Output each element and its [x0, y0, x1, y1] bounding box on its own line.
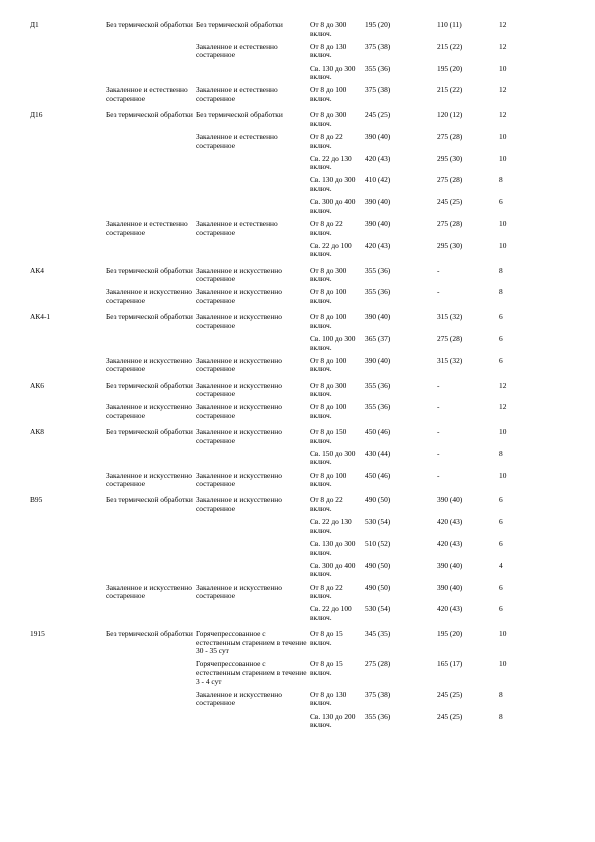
table-row — [30, 108, 520, 133]
table-row — [30, 691, 520, 713]
delivery-state-cell — [106, 450, 196, 472]
yield-strength-cell: 120 (12) — [437, 110, 463, 120]
sample-state-cell: Закаленное и естественно состаренное — [196, 219, 278, 237]
delivery-state-cell — [106, 43, 196, 65]
sample-state-cell — [196, 335, 310, 357]
tensile-strength-cell: 420 (43) — [365, 153, 391, 163]
table-row — [30, 198, 520, 220]
thickness-cell: От 8 до 130 включ. — [310, 41, 347, 60]
alloy-grade-cell — [30, 288, 106, 310]
tensile-strength-cell: 410 (42) — [365, 175, 391, 185]
elongation-cell: 8 — [499, 689, 503, 699]
delivery-state-cell: Закаленное и искусственно состаренное — [106, 582, 192, 601]
yield-strength-cell: - — [437, 265, 440, 275]
thickness-cell: От 8 до 100 включ. — [310, 470, 347, 489]
yield-strength-cell: 295 (30) — [437, 240, 463, 250]
sample-state-cell: Закаленное и естественно состаренное — [196, 41, 278, 60]
tensile-strength-cell: 490 (50) — [365, 560, 391, 570]
delivery-state-cell — [106, 605, 196, 627]
thickness-cell: От 8 до 100 включ. — [310, 85, 347, 103]
delivery-state-cell: Без термической обработки — [106, 629, 193, 639]
table-row — [30, 86, 520, 108]
elongation-cell: 6 — [499, 312, 503, 322]
sample-state-cell — [196, 605, 310, 627]
alloy-grade-cell — [30, 65, 106, 87]
alloy-grade-cell: Д1 — [30, 20, 39, 29]
table-row — [30, 518, 520, 540]
delivery-state-cell — [106, 155, 196, 177]
thickness-cell: От 8 до 100 включ. — [310, 312, 347, 330]
sample-state-cell: Закаленное и искусственно состаренное — [196, 312, 282, 330]
alloy-grade-cell — [30, 242, 106, 264]
yield-strength-cell: 195 (20) — [437, 63, 463, 73]
table-row — [30, 493, 520, 518]
tensile-strength-cell: 375 (38) — [365, 85, 391, 95]
thickness-cell: Св. 22 до 100 включ. — [310, 240, 352, 259]
elongation-cell: 10 — [499, 219, 507, 229]
table-row — [30, 562, 520, 584]
thickness-cell: Св. 22 до 130 включ. — [310, 153, 352, 172]
alloy-grade-cell: АК8 — [30, 427, 44, 437]
yield-strength-cell: 420 (43) — [437, 538, 463, 548]
elongation-cell: 6 — [499, 538, 503, 548]
alloy-grade-cell: В95 — [30, 495, 43, 505]
delivery-state-cell: Закаленное и естественно состаренное — [106, 219, 188, 237]
sample-state-cell: Горячепрессованное с естественным старением в течение 3 - 4 сут — [196, 659, 307, 686]
yield-strength-cell: 110 (11) — [437, 20, 462, 29]
yield-strength-cell: - — [437, 402, 440, 412]
yield-strength-cell: - — [437, 470, 440, 480]
elongation-cell: 10 — [499, 63, 507, 73]
delivery-state-cell: Без термической обработки — [106, 495, 193, 505]
alloy-grade-cell: Д16 — [30, 110, 43, 120]
delivery-state-cell — [106, 562, 196, 584]
tensile-strength-cell: 530 (54) — [365, 517, 391, 527]
delivery-state-cell: Закаленное и искусственно состаренное — [106, 470, 192, 489]
elongation-cell: 10 — [499, 131, 507, 141]
thickness-cell: От 8 до 300 включ. — [310, 20, 347, 38]
thickness-cell: От 8 до 300 включ. — [310, 265, 347, 284]
yield-strength-cell: 195 (20) — [437, 629, 463, 639]
elongation-cell: 6 — [499, 333, 503, 343]
tensile-strength-cell: 390 (40) — [365, 219, 391, 229]
thickness-cell: Св. 150 до 300 включ. — [310, 448, 356, 467]
sample-state-cell: Закаленное и искусственно состаренное — [196, 495, 282, 513]
delivery-state-cell — [106, 713, 196, 735]
table-row — [30, 357, 520, 379]
thickness-cell: От 8 до 300 включ. — [310, 380, 347, 399]
tensile-strength-cell: 355 (36) — [365, 711, 391, 721]
thickness-cell: Св. 100 до 300 включ. — [310, 333, 356, 352]
yield-strength-cell: 295 (30) — [437, 153, 463, 163]
elongation-cell: 6 — [499, 197, 503, 207]
thickness-cell: Св. 130 до 300 включ. — [310, 63, 356, 82]
alloy-grade-cell — [30, 133, 106, 155]
elongation-cell: 12 — [499, 402, 507, 412]
alloy-grade-cell — [30, 220, 106, 242]
table-row — [30, 379, 520, 404]
alloy-grade-cell: АК4-1 — [30, 312, 51, 322]
elongation-cell: 10 — [499, 659, 507, 669]
table-row — [30, 242, 520, 264]
alloy-grade-cell — [30, 357, 106, 379]
elongation-cell: 10 — [499, 240, 507, 250]
elongation-cell: 6 — [499, 517, 503, 527]
elongation-cell: 10 — [499, 470, 507, 480]
sample-state-cell — [196, 518, 310, 540]
table-row — [30, 335, 520, 357]
sample-state-cell — [196, 540, 310, 562]
yield-strength-cell: 215 (22) — [437, 85, 463, 95]
elongation-cell: 12 — [499, 20, 507, 29]
elongation-cell: 10 — [499, 629, 507, 639]
yield-strength-cell: - — [437, 380, 440, 390]
alloy-grade-cell — [30, 472, 106, 494]
yield-strength-cell: 275 (28) — [437, 219, 463, 229]
alloy-grade-cell — [30, 155, 106, 177]
alloy-grade-cell — [30, 605, 106, 627]
thickness-cell: От 8 до 15 включ. — [310, 659, 343, 678]
elongation-cell: 12 — [499, 85, 507, 95]
yield-strength-cell: 215 (22) — [437, 41, 463, 51]
delivery-state-cell: Без термической обработки — [106, 312, 193, 322]
sample-state-cell — [196, 65, 310, 87]
tensile-strength-cell: 355 (36) — [365, 63, 391, 73]
thickness-cell: От 8 до 22 включ. — [310, 131, 343, 150]
alloy-grade-cell — [30, 198, 106, 220]
table-row — [30, 176, 520, 198]
alloy-grade-cell — [30, 562, 106, 584]
delivery-state-cell: Закаленное и искусственно состаренное — [106, 355, 192, 374]
mechanical-properties-table — [30, 18, 520, 734]
table-row — [30, 264, 520, 289]
sample-state-cell: Закаленное и искусственно состаренное — [196, 287, 282, 305]
yield-strength-cell: 245 (25) — [437, 689, 463, 699]
table-row — [30, 18, 520, 43]
tensile-strength-cell: 365 (37) — [365, 333, 391, 343]
tensile-strength-cell: 510 (52) — [365, 538, 391, 548]
yield-strength-cell: 420 (43) — [437, 517, 463, 527]
thickness-cell: От 8 до 100 включ. — [310, 402, 347, 420]
sample-state-cell — [196, 562, 310, 584]
table-row — [30, 713, 520, 735]
table-row — [30, 288, 520, 310]
alloy-grade-cell — [30, 450, 106, 472]
sample-state-cell: Без термической обработки — [196, 110, 283, 120]
thickness-cell: Св. 22 до 130 включ. — [310, 517, 352, 535]
delivery-state-cell: Закаленное и искусственно состаренное — [106, 402, 192, 420]
thickness-cell: Св. 130 до 300 включ. — [310, 175, 356, 194]
alloy-grade-cell — [30, 176, 106, 198]
table-row — [30, 450, 520, 472]
thickness-cell: От 8 до 130 включ. — [310, 689, 347, 708]
elongation-cell: 6 — [499, 355, 503, 365]
delivery-state-cell: Без термической обработки — [106, 20, 193, 29]
elongation-cell: 12 — [499, 380, 507, 390]
tensile-strength-cell: 390 (40) — [365, 355, 391, 365]
thickness-cell: От 8 до 100 включ. — [310, 287, 347, 305]
sample-state-cell — [196, 242, 310, 264]
yield-strength-cell: 275 (28) — [437, 175, 463, 185]
table-row — [30, 472, 520, 494]
table-row — [30, 43, 520, 65]
delivery-state-cell — [106, 335, 196, 357]
alloy-grade-cell: 1915 — [30, 629, 45, 639]
tensile-strength-cell: 375 (38) — [365, 41, 391, 51]
alloy-grade-cell — [30, 335, 106, 357]
yield-strength-cell: 245 (25) — [437, 711, 463, 721]
sample-state-cell: Закаленное и искусственно состаренное — [196, 582, 282, 601]
tensile-strength-cell: 355 (36) — [365, 402, 391, 412]
delivery-state-cell — [106, 518, 196, 540]
delivery-state-cell: Без термической обработки — [106, 110, 193, 120]
sample-state-cell — [196, 450, 310, 472]
thickness-cell: Св. 300 до 400 включ. — [310, 197, 356, 215]
yield-strength-cell: 390 (40) — [437, 582, 463, 592]
tensile-strength-cell: 420 (43) — [365, 240, 391, 250]
yield-strength-cell: 275 (28) — [437, 333, 463, 343]
elongation-cell: 4 — [499, 560, 503, 570]
tensile-strength-cell: 375 (38) — [365, 689, 391, 699]
yield-strength-cell: - — [437, 427, 440, 437]
delivery-state-cell — [106, 660, 196, 690]
yield-strength-cell: 315 (32) — [437, 355, 463, 365]
tensile-strength-cell: 490 (50) — [365, 495, 391, 505]
table-row — [30, 425, 520, 450]
tensile-strength-cell: 390 (40) — [365, 312, 391, 322]
thickness-cell: Св. 130 до 200 включ. — [310, 711, 356, 730]
elongation-cell: 6 — [499, 604, 503, 614]
delivery-state-cell: Закаленное и естественно состаренное — [106, 85, 188, 103]
elongation-cell: 8 — [499, 287, 503, 297]
delivery-state-cell: Без термической обработки — [106, 427, 193, 437]
delivery-state-cell — [106, 133, 196, 155]
elongation-cell: 8 — [499, 265, 503, 275]
tensile-strength-cell: 355 (36) — [365, 287, 391, 297]
yield-strength-cell: 390 (40) — [437, 495, 463, 505]
delivery-state-cell: Без термической обработки — [106, 380, 193, 390]
thickness-cell: От 8 до 22 включ. — [310, 582, 343, 601]
thickness-cell: Св. 300 до 400 включ. — [310, 560, 356, 579]
table-row — [30, 660, 520, 690]
thickness-cell: Св. 22 до 100 включ. — [310, 604, 352, 622]
table-row — [30, 605, 520, 627]
alloy-grade-cell — [30, 713, 106, 735]
tensile-strength-cell: 390 (40) — [365, 197, 391, 207]
yield-strength-cell: 420 (43) — [437, 604, 463, 614]
tensile-strength-cell: 355 (36) — [365, 265, 391, 275]
tensile-strength-cell: 450 (46) — [365, 427, 391, 437]
sample-state-cell: Закаленное и искусственно состаренное — [196, 265, 282, 284]
table-row — [30, 133, 520, 155]
tensile-strength-cell: 345 (35) — [365, 629, 391, 639]
tensile-strength-cell: 275 (28) — [365, 659, 391, 669]
alloy-grade-cell — [30, 518, 106, 540]
alloy-grade-cell — [30, 660, 106, 690]
alloy-grade-cell — [30, 584, 106, 606]
thickness-cell: От 8 до 22 включ. — [310, 495, 343, 513]
delivery-state-cell — [106, 65, 196, 87]
yield-strength-cell: 390 (40) — [437, 560, 463, 570]
elongation-cell: 10 — [499, 153, 507, 163]
sample-state-cell — [196, 713, 310, 735]
elongation-cell: 10 — [499, 427, 507, 437]
sample-state-cell — [196, 198, 310, 220]
thickness-cell: От 8 до 15 включ. — [310, 629, 343, 647]
sample-state-cell — [196, 176, 310, 198]
delivery-state-cell — [106, 198, 196, 220]
elongation-cell: 8 — [499, 448, 503, 458]
yield-strength-cell: 275 (28) — [437, 131, 463, 141]
elongation-cell: 6 — [499, 495, 503, 505]
tensile-strength-cell: 390 (40) — [365, 131, 391, 141]
yield-strength-cell: - — [437, 448, 440, 458]
tensile-strength-cell: 490 (50) — [365, 582, 391, 592]
alloy-grade-cell: АК6 — [30, 380, 44, 390]
table-row — [30, 540, 520, 562]
sample-state-cell: Закаленное и искусственно состаренное — [196, 470, 282, 489]
yield-strength-cell: 315 (32) — [437, 312, 463, 322]
sample-state-cell: Без термической обработки — [196, 20, 283, 29]
table-row — [30, 627, 520, 660]
alloy-grade-cell — [30, 43, 106, 65]
delivery-state-cell: Закаленное и искусственно состаренное — [106, 287, 192, 305]
thickness-cell: От 8 до 100 включ. — [310, 355, 347, 374]
sample-state-cell: Закаленное и искусственно состаренное — [196, 402, 282, 420]
sample-state-cell: Закаленное и искусственно состаренное — [196, 355, 282, 374]
delivery-state-cell — [106, 176, 196, 198]
thickness-cell: От 8 до 22 включ. — [310, 219, 343, 237]
sample-state-cell: Закаленное и искусственно состаренное — [196, 380, 282, 399]
yield-strength-cell: - — [437, 287, 440, 297]
tensile-strength-cell: 195 (20) — [365, 20, 391, 29]
delivery-state-cell: Без термической обработки — [106, 265, 193, 275]
tensile-strength-cell: 355 (36) — [365, 380, 391, 390]
table-row — [30, 65, 520, 87]
elongation-cell: 12 — [499, 41, 507, 51]
table-row — [30, 403, 520, 425]
tensile-strength-cell: 245 (25) — [365, 110, 391, 120]
elongation-cell: 12 — [499, 110, 507, 120]
elongation-cell: 6 — [499, 582, 503, 592]
sample-state-cell: Закаленное и естественно состаренное — [196, 131, 278, 150]
delivery-state-cell — [106, 242, 196, 264]
table-row — [30, 220, 520, 242]
sample-state-cell: Закаленное и искусственно состаренное — [196, 427, 282, 445]
yield-strength-cell: 165 (17) — [437, 659, 463, 669]
thickness-cell: От 8 до 150 включ. — [310, 427, 347, 445]
tensile-strength-cell: 430 (44) — [365, 448, 391, 458]
table-body — [30, 18, 520, 734]
sample-state-cell: Горячепрессованное с естественным старением в течение 30 - 35 сут — [196, 629, 307, 656]
elongation-cell: 8 — [499, 711, 503, 721]
table-row — [30, 584, 520, 606]
sample-state-cell: Закаленное и естественно состаренное — [196, 85, 278, 103]
alloy-grade-cell — [30, 403, 106, 425]
sample-state-cell — [196, 155, 310, 177]
table-row — [30, 155, 520, 177]
alloy-grade-cell: АК4 — [30, 265, 44, 275]
yield-strength-cell: 245 (25) — [437, 197, 463, 207]
tensile-strength-cell: 450 (46) — [365, 470, 391, 480]
delivery-state-cell — [106, 691, 196, 713]
delivery-state-cell — [106, 540, 196, 562]
tensile-strength-cell: 530 (54) — [365, 604, 391, 614]
table-row — [30, 310, 520, 335]
alloy-grade-cell — [30, 86, 106, 108]
thickness-cell: Св. 130 до 300 включ. — [310, 538, 356, 557]
thickness-cell: От 8 до 300 включ. — [310, 110, 347, 128]
sample-state-cell: Закаленное и искусственно состаренное — [196, 689, 282, 708]
alloy-grade-cell — [30, 540, 106, 562]
elongation-cell: 8 — [499, 175, 503, 185]
alloy-grade-cell — [30, 691, 106, 713]
